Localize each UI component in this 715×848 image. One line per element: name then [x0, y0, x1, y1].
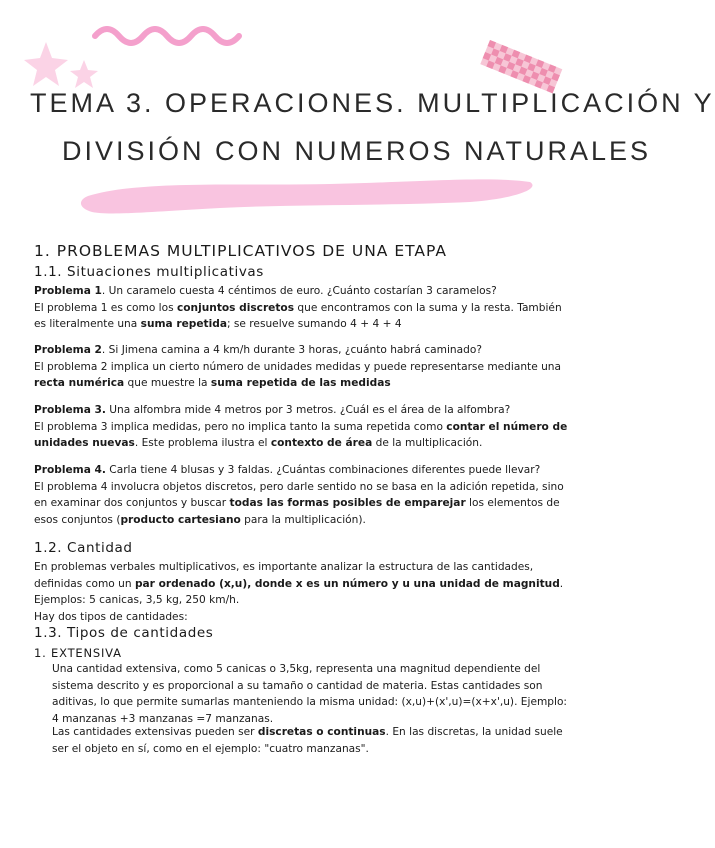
- bold-text: contexto de área: [270, 437, 373, 449]
- text: Las cantidades extensivas pueden ser: [52, 726, 258, 738]
- text: Hay dos tipos de cantidades:: [34, 610, 188, 623]
- brush-stroke-decoration: [81, 179, 533, 213]
- bold-text: producto cartesiano: [120, 513, 241, 526]
- star-icon: [70, 60, 98, 88]
- subsection-heading: 1.2. Cantidad: [34, 540, 133, 556]
- page-title-line-1: TEMA 3. OPERACIONES. MULTIPLICACIÓN Y: [30, 88, 715, 118]
- bold-text: suma repetida de las medidas: [210, 377, 391, 389]
- subsection-heading: 1.1. Situaciones multiplicativas: [34, 264, 264, 280]
- bold-text: contar el número de unidades nuevas: [34, 420, 568, 449]
- bold-text: suma repetida: [140, 318, 227, 330]
- text: para la multiplicación).: [240, 513, 366, 526]
- text: . En las discretas, la unidad suele ser el objeto en sí, como en el ejemplo: "cuatro manzanas".: [52, 726, 563, 755]
- text: . Ejemplos: 5 canicas, 3,5 kg, 250 km/h.: [34, 577, 564, 606]
- problem-question: Carla tiene 4 blusas y 3 faldas. ¿Cuántas combinaciones diferentes puede llevar?: [105, 464, 541, 476]
- text: El problema 1 es como los: [34, 301, 177, 314]
- star-icon: [24, 42, 68, 86]
- problem-4: [34, 462, 570, 528]
- bold-text: conjuntos discretos: [177, 301, 295, 314]
- section-heading: 1. PROBLEMAS MULTIPLICATIVOS DE UNA ETAPA: [34, 242, 447, 260]
- bold-text: recta numérica: [34, 377, 125, 389]
- problem-3: [34, 402, 570, 452]
- bold-text: todas las formas posibles de emparejar: [229, 497, 466, 509]
- problem-label: Problema 4.: [34, 464, 106, 476]
- text: de la multiplicación.: [372, 437, 483, 449]
- text: . Este problema ilustra el: [134, 437, 271, 449]
- problem-label: Problema 2: [34, 344, 102, 356]
- extensiva-paragraph: Una cantidad extensiva, como 5 canicas o 3,5kg, representa una magnitud dependiente del sistema descrito y es proporcional a su tamaño o cantidad de materia. Estas cantidades son aditivas, lo que permite sumarlas manteniendo la misma unidad: (x,u)+(x',u)=(x+x',u). Ejemplo: 4 manzanas +3 manzanas =7 manzanas.: [52, 663, 567, 725]
- problem-1: [34, 283, 570, 333]
- text: los elementos de esos conjuntos (: [34, 497, 560, 526]
- page-title-line-2: DIVISIÓN CON NUMEROS NATURALES: [62, 136, 652, 166]
- text: El problema 4 involucra objetos discretos, pero darle sentido no se basa en la adición repetida, sino en examinar dos conjuntos y buscar: [34, 480, 564, 509]
- text: El problema 2 implica un cierto número de unidades medidas y puede representarse mediante una: [34, 360, 562, 373]
- extensiva-types-paragraph: [52, 724, 570, 757]
- wavy-line-decoration: [95, 29, 239, 43]
- text: que muestre la: [124, 377, 211, 389]
- washi-tape-decoration: [480, 40, 562, 93]
- problem-2: [34, 342, 570, 392]
- text: El problema 3 implica medidas, pero no implica tanto la suma repetida como: [34, 420, 447, 433]
- subsection-heading: 1.3. Tipos de cantidades: [34, 625, 214, 641]
- bold-text: par ordenado (x,u), donde x es un número y u una unidad de magnitud: [134, 577, 560, 590]
- problem-question: . Si Jimena camina a 4 km/h durante 3 horas, ¿cuánto habrá caminado?: [101, 344, 482, 356]
- bold-text: discretas o continuas: [257, 726, 386, 738]
- text: En problemas verbales multiplicativos, es importante analizar la estructura de las cantidades, definidas como un: [34, 561, 534, 590]
- problem-label: Problema 1: [34, 285, 102, 297]
- text: que encontramos con la suma y la resta. También es literalmente una: [34, 301, 562, 330]
- text: ; se resuelve sumando 4 + 4 + 4: [226, 318, 402, 330]
- problem-question: Una alfombra mide 4 metros por 3 metros. ¿Cuál es el área de la alfombra?: [105, 404, 511, 416]
- problem-question: . Un caramelo cuesta 4 céntimos de euro. ¿Cuánto costarían 3 caramelos?: [101, 285, 497, 297]
- cantidad-paragraph: [34, 559, 570, 625]
- problem-label: Problema 3.: [34, 404, 106, 416]
- list-item-heading: 1. EXTENSIVA: [34, 646, 122, 660]
